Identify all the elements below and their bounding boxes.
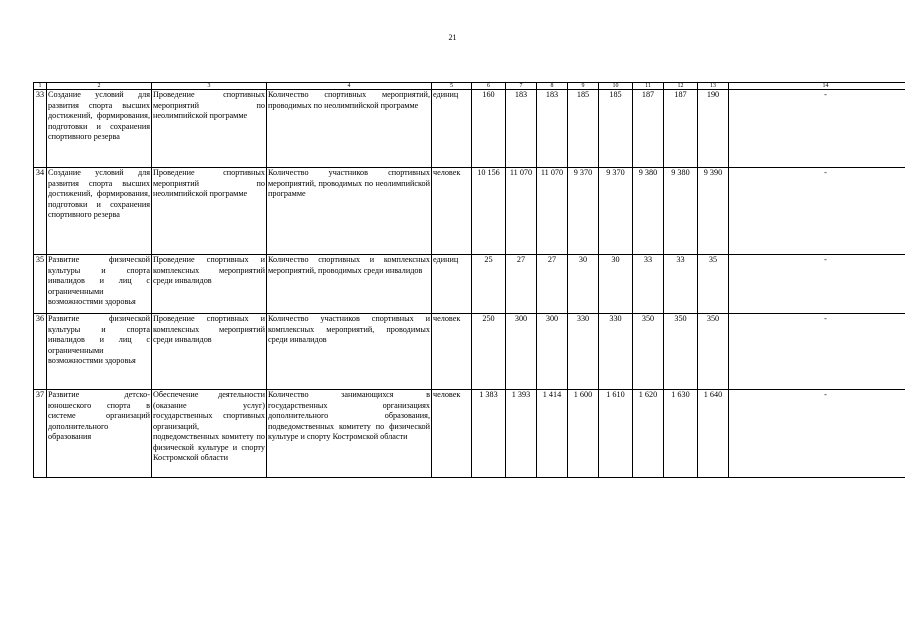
value-cell: 183	[506, 90, 537, 168]
value-cell: 9 380	[664, 168, 698, 255]
indicator-cell: Количество спортивных мероприятий, проводимых по неолимпийской программе	[267, 90, 432, 168]
value-cell: 350	[698, 314, 729, 390]
value-cell: 300	[537, 314, 568, 390]
value-cell: 25	[472, 255, 506, 314]
column-header: 3	[152, 83, 267, 90]
column-header: 14	[729, 83, 905, 90]
note-cell: -	[729, 255, 905, 314]
column-header: 5	[432, 83, 472, 90]
indicator-cell: Количество занимающихся в государственных организациях дополнительного образования, подведомственных комитету по физической культуре и спорту Костромской области	[267, 390, 432, 478]
value-cell: 1 640	[698, 390, 729, 478]
value-cell: 33	[664, 255, 698, 314]
note-cell: -	[729, 390, 905, 478]
value-cell: 11 070	[506, 168, 537, 255]
table-row	[34, 168, 905, 255]
value-cell: 185	[568, 90, 599, 168]
activity-cell: Проведение спортивных мероприятий по неолимпийской программе	[152, 90, 267, 168]
value-cell: 27	[506, 255, 537, 314]
value-cell: 30	[568, 255, 599, 314]
value-cell: 190	[698, 90, 729, 168]
value-cell: 1 620	[633, 390, 664, 478]
value-cell: 187	[633, 90, 664, 168]
direction-cell: Развитие физической культуры и спорта инвалидов и лиц с ограниченными возможностями здоровья	[47, 255, 152, 314]
indicators-table	[33, 82, 905, 478]
table-row	[34, 90, 905, 168]
table-row	[34, 314, 905, 390]
column-header: 6	[472, 83, 506, 90]
unit-cell: человек	[432, 168, 472, 255]
unit-cell: единиц	[432, 255, 472, 314]
value-cell: 11 070	[537, 168, 568, 255]
value-cell: 9 370	[599, 168, 633, 255]
activity-cell: Проведение спортивных мероприятий по неолимпийской программе	[152, 168, 267, 255]
value-cell: 9 390	[698, 168, 729, 255]
value-cell: 35	[698, 255, 729, 314]
column-header: 8	[537, 83, 568, 90]
column-header: 1	[34, 83, 47, 90]
value-cell: 1 610	[599, 390, 633, 478]
column-number-row	[34, 83, 905, 90]
value-cell: 1 383	[472, 390, 506, 478]
value-cell: 160	[472, 90, 506, 168]
value-cell: 1 414	[537, 390, 568, 478]
direction-cell: Развитие физической культуры и спорта инвалидов и лиц с ограниченными возможностями здоровья	[47, 314, 152, 390]
value-cell: 10 156	[472, 168, 506, 255]
value-cell: 187	[664, 90, 698, 168]
value-cell: 300	[506, 314, 537, 390]
column-header: 2	[47, 83, 152, 90]
row-number: 35	[34, 255, 47, 314]
indicator-cell: Количество спортивных и комплексных мероприятий, проводимых среди инвалидов	[267, 255, 432, 314]
table-body	[34, 83, 905, 478]
value-cell: 350	[633, 314, 664, 390]
activity-cell: Обеспечение деятельности (оказание услуг) государственных спортивных организаций, подведомственных комитету по физической культуре и спорту Костромской области	[152, 390, 267, 478]
value-cell: 33	[633, 255, 664, 314]
direction-cell: Развитие детско-юношеского спорта в системе организаций дополнительного образования	[47, 390, 152, 478]
value-cell: 27	[537, 255, 568, 314]
value-cell: 1 600	[568, 390, 599, 478]
column-header: 9	[568, 83, 599, 90]
indicator-cell: Количество участников спортивных и комплексных мероприятий, проводимых среди инвалидов	[267, 314, 432, 390]
activity-cell: Проведение спортивных и комплексных мероприятий среди инвалидов	[152, 255, 267, 314]
activity-cell: Проведение спортивных и комплексных мероприятий среди инвалидов	[152, 314, 267, 390]
indicator-cell: Количество участников спортивных мероприятий, проводимых по неолимпийской программе	[267, 168, 432, 255]
page-number: 21	[448, 33, 457, 42]
column-header: 4	[267, 83, 432, 90]
value-cell: 330	[599, 314, 633, 390]
row-number: 36	[34, 314, 47, 390]
direction-cell: Создание условий для развития спорта высших достижений, формирования, подготовки и сохранения спортивного резерва	[47, 90, 152, 168]
value-cell: 1 393	[506, 390, 537, 478]
table-row	[34, 390, 905, 478]
value-cell: 9 380	[633, 168, 664, 255]
note-cell: -	[729, 168, 905, 255]
table-row	[34, 255, 905, 314]
column-header: 7	[506, 83, 537, 90]
column-header: 11	[633, 83, 664, 90]
value-cell: 350	[664, 314, 698, 390]
row-number: 37	[34, 390, 47, 478]
unit-cell: единиц	[432, 90, 472, 168]
value-cell: 250	[472, 314, 506, 390]
value-cell: 9 370	[568, 168, 599, 255]
column-header: 10	[599, 83, 633, 90]
value-cell: 30	[599, 255, 633, 314]
value-cell: 185	[599, 90, 633, 168]
unit-cell: человек	[432, 314, 472, 390]
value-cell: 183	[537, 90, 568, 168]
row-number: 33	[34, 90, 47, 168]
direction-cell: Создание условий для развития спорта высших достижений, формирования, подготовки и сохранения спортивного резерва	[47, 168, 152, 255]
note-cell: -	[729, 314, 905, 390]
value-cell: 330	[568, 314, 599, 390]
value-cell: 1 630	[664, 390, 698, 478]
column-header: 13	[698, 83, 729, 90]
note-cell: -	[729, 90, 905, 168]
unit-cell: человек	[432, 390, 472, 478]
column-header: 12	[664, 83, 698, 90]
row-number: 34	[34, 168, 47, 255]
